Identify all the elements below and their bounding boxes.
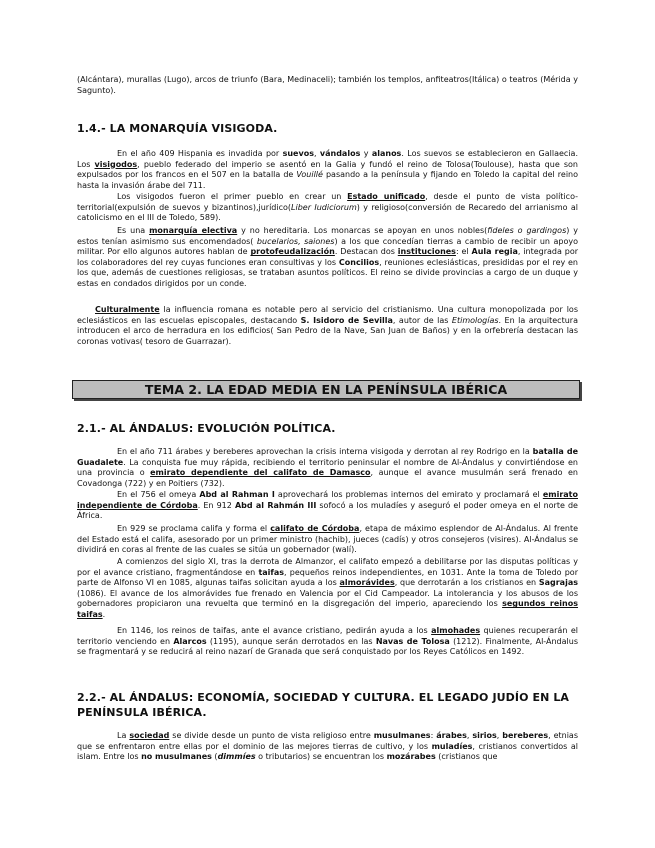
- tema-2-banner: TEMA 2. LA EDAD MEDIA EN LA PENÍNSULA IBÉRICA: [72, 380, 580, 399]
- paragraph-almohades: En 1146, los reinos de taifas, ante el avance cristiano, pedirán ayuda a los almohades quienes recuperarán el territorio venciendo en Alarcos (1195), aunque serán derrotados en las Navas de Tolosa (1212). Finalmente, Al-Ándalus se fragmentará y se reducirá al reino nazarí de Granada que será conquistado por los Reyes Católicos en 1492.: [77, 626, 579, 657]
- paragraph-invasion: En el año 409 Hispania es invadida por suevos, vándalos y alanos. Los suevos se establecieron en Gallaecia. Los visigodos, pueblo federado del imperio se asentó en la Galia y fundó el reino de Tolosa(Toulouse), hasta que son expulsados por los francos en el 507 en la batalla de Vouillé pasando a la península y fijando en Toledo la capital del reino hasta la invasión árabe del 711.: [77, 149, 579, 190]
- paragraph-califato: En 929 se proclama califa y forma el califato de Córdoba, etapa de máximo esplendor de Al-Ándalus. Al frente del Estado está el califa, asesorado por un primer ministro (hachib), jueces (cadís) y otros consejeros (visires). Al-Ándalus se dividirá en coras al frente de las cuales se sitúa un gobernador (walí).: [77, 524, 579, 555]
- paragraph-emirato: En el 756 el omeya Abd al Rahman I aprovechará los problemas internos del emirato y proclamará el emirato independiente de Córdoba. En 912 Abd al Rahmán III sofocó a los muladíes y aseguró el poder omeya en el norte de África.: [77, 490, 578, 521]
- paragraph-estado: Los visigodos fueron el primer pueblo en crear un Estado unificado, desde el punto de vista político-territorial(expulsión de suevos y bizantinos),jurídico(Liber Iudiciorum) y religioso(conversión de Recaredo del arrianismo al catolicismo en el III de Toledo, 589).: [77, 192, 578, 223]
- paragraph-sociedad: La sociedad se divide desde un punto de vista religioso entre musulmanes: árabes, sirios, bereberes, etnias que se enfrentaron entre ellas por el dominio de las mejores tierras de cultivo, y los muladíes, cristianos convertidos al islam. Entre los no musulmanes (dimmíes o tributarios) se encuentran los mozárabes (cristianos que: [77, 731, 579, 762]
- paragraph-conquista: En el año 711 árabes y bereberes aprovechan la crisis interna visigoda y derrotan al rey Rodrigo en la batalla de Guadalete. La conquista fue muy rápida, recibiendo el territorio peninsular el nombre de Al-Ándalus y convirtiéndose en una provincia o emirato dependiente del califato de Damasco, aunque el avance musulmán será frenado en Covadonga (722) y en Poitiers (732).: [77, 447, 578, 488]
- paragraph-taifas: A comienzos del siglo XI, tras la derrota de Almanzor, el califato empezó a debilitarse por las disputas políticas y por el avance cristiano, fragmentándose en taifas, pequeños reinos independientes, en 1031. Ante la toma de Toledo por parte de Alfonso VI en 1085, algunas taifas solicitan ayuda a los almorávides, que derrotarán a los cristianos en Sagrajas (1086). El avance de los almorávides fue frenado en Valencia por el Cid Campeador. La intolerancia y los abusos de los gobernadores propiciaron una revuelta que terminó en la disgregación del imperio, apareciendo los segundos reinos taifas.: [77, 557, 579, 619]
- paragraph-cultura: Culturalmente la influencia romana es notable pero al servicio del cristianismo. Una cultura monopolizada por los eclesiásticos en las escuelas episcopales, destacando S. Isidoro de Sevilla, autor de las Etimologías. En la arquitectura introducen el arco de herradura en los edificios( San Pedro de la Nave, San Juan de Baños) y en la orfebrería destacan las coronas votivas( tesoro de Guarrazar).: [77, 305, 578, 346]
- paragraph-monarquia: Es una monarquía electiva y no hereditaria. Los monarcas se apoyan en unos nobles(fideles o gardingos) y estos tenían asimismo sus encomendados( bucelarios, saiones) a los que concedían tierras a cambio de recibir un apoyo militar. Por ello algunos autores hablan de protofeudalización. Destacan dos instituciones: el Aula regia, integrada por los colaboradores del rey cuyas funciones eran consultivas y los Concilios, reuniones eclesiásticas, presididas por el rey en los que, además de cuestiones religiosas, se trataban asuntos políticos. El reino se divide provincias a cargo de un duque y estas en condados dirigidos por un conde.: [77, 226, 579, 288]
- section-heading-2-1: 2.1.- AL ÁNDALUS: EVOLUCIÓN POLÍTICA.: [77, 422, 336, 435]
- section-heading-1-4: 1.4.- LA MONARQUÍA VISIGODA.: [77, 122, 278, 135]
- section-heading-2-2: 2.2.- AL ÁNDALUS: ECONOMÍA, SOCIEDAD Y CULTURA. EL LEGADO JUDÍO EN LA PENÍNSULA IBÉRICA.: [77, 691, 570, 719]
- intro-paragraph: (Alcántara), murallas (Lugo), arcos de triunfo (Bara, Medinaceli); también los templos, anfiteatros(Itálica) o teatros (Mérida y Sagunto).: [77, 75, 578, 95]
